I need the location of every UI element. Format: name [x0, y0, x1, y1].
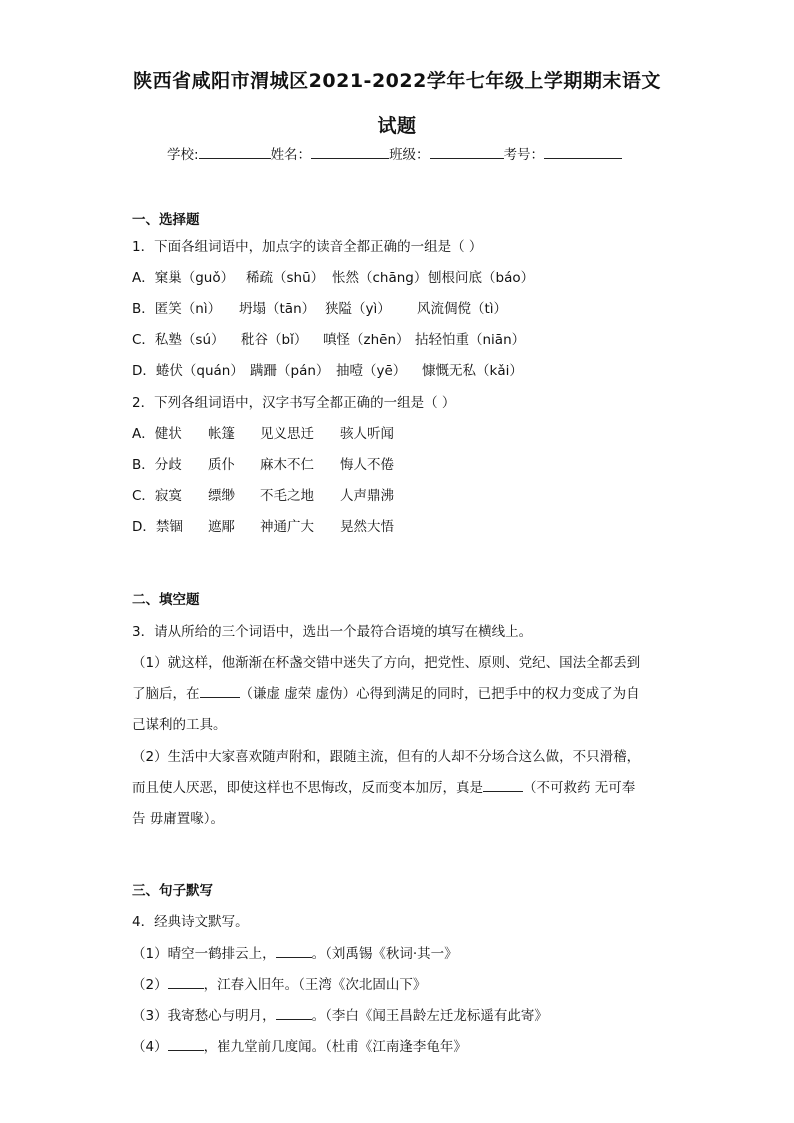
question-4-item-3: （3）我寄愁心与明月， 。（李白《闻王昌龄左迁龙标遥有此寄》 [132, 1004, 548, 1024]
question-4-item-4: （4） ，崔九堂前几度闻。（杜甫《江南逢李龟年》 [132, 1035, 467, 1055]
question-3-part-2-line-1: （2）生活中大家喜欢随声附和，跟随主流，但有的人却不分场合这么做，不只滑稽， [132, 749, 641, 765]
section-heading-choice: 一、选择题 [132, 212, 200, 228]
name-label: 姓名： [270, 147, 312, 163]
question-3-part-1-line-2: 了脑后，在 （谦虚 虚荣 虚伪）心得到满足的同时，已把手中的权力变成了为自 [132, 682, 640, 702]
question-2-option-c: C．寂寞 缥缈 不毛之地 人声鼎沸 [132, 488, 394, 504]
number-label: 考号： [503, 147, 545, 163]
answer-blank [200, 683, 240, 698]
question-2-stem: 2．下列各组词语中，汉字书写全都正确的一组是（ ） [132, 395, 456, 411]
question-4-stem: 4．经典诗文默写。 [132, 914, 249, 930]
question-4-item-1: （1）晴空一鹤排云上， 。（刘禹锡《秋词·其一》 [132, 942, 458, 962]
answer-blank [276, 1005, 312, 1020]
answer-blank [483, 777, 523, 792]
student-info-line [167, 143, 622, 163]
question-2-option-d: D．禁锢 遮郮 神通广大 晃然大悟 [132, 519, 394, 535]
question-1-stem: 1．下面各组词语中，加点字的读音全都正确的一组是（ ） [132, 239, 483, 255]
number-blank [544, 144, 622, 159]
question-4-item-2: （2） ，江春入旧年。（王湾《次北固山下》 [132, 973, 426, 993]
question-3-part-2-line-2: 而且使人厌恶，即使这样也不思悔改，反而变本加厉，真是 （不可救药 无可奉 [132, 776, 635, 796]
answer-blank [276, 943, 312, 958]
school-label: 学校: [167, 147, 199, 163]
question-1-option-b: B．匿笑（nì） 坍塌（tān） 狭隘（yì） 风流倜傥（tì） [132, 301, 508, 317]
section-heading-fill: 二、填空题 [132, 592, 200, 608]
exam-title: 陕西省咸阳市渭城区2021-2022学年七年级上学期期末语文 [133, 70, 661, 92]
question-3-part-1-line-3: 己谋利的工具。 [132, 717, 227, 733]
section-heading-recitation: 三、句子默写 [132, 883, 213, 899]
question-3-stem: 3．请从所给的三个词语中，选出一个最符合语境的填写在横线上。 [132, 624, 533, 640]
question-3-part-2-line-3: 告 毋庸置喙）。 [132, 811, 225, 827]
question-2-option-b: B．分歧 质仆 麻木不仁 悔人不倦 [132, 457, 394, 473]
class-blank [430, 144, 504, 159]
name-blank [311, 144, 389, 159]
question-1-option-a: A．窠巢（guǒ） 稀疏（shū） 怅然（chāng）刨根问底（báo） [132, 270, 535, 286]
question-2-option-a: A．健状 帐篷 见义思迁 骇人听闻 [132, 426, 394, 442]
exam-title-continued: 试题 [377, 115, 417, 137]
question-1-option-d: D．蜷伏（quán） 蹒跚（pán） 抽噎（yē） 慷慨无私（kǎi） [132, 363, 523, 379]
question-3-part-1-line-1: （1）就这样，他渐渐在杯盏交错中迷失了方向，把党性、原则、党纪、国法全都丢到 [132, 655, 641, 671]
school-blank [199, 144, 271, 159]
question-1-option-c: C．私塾（sú） 秕谷（bǐ） 嗔怪（zhēn） 拈轻怕重（niān） [132, 332, 526, 348]
class-label: 班级： [389, 147, 430, 163]
answer-blank [168, 1036, 204, 1051]
answer-blank [168, 974, 204, 989]
